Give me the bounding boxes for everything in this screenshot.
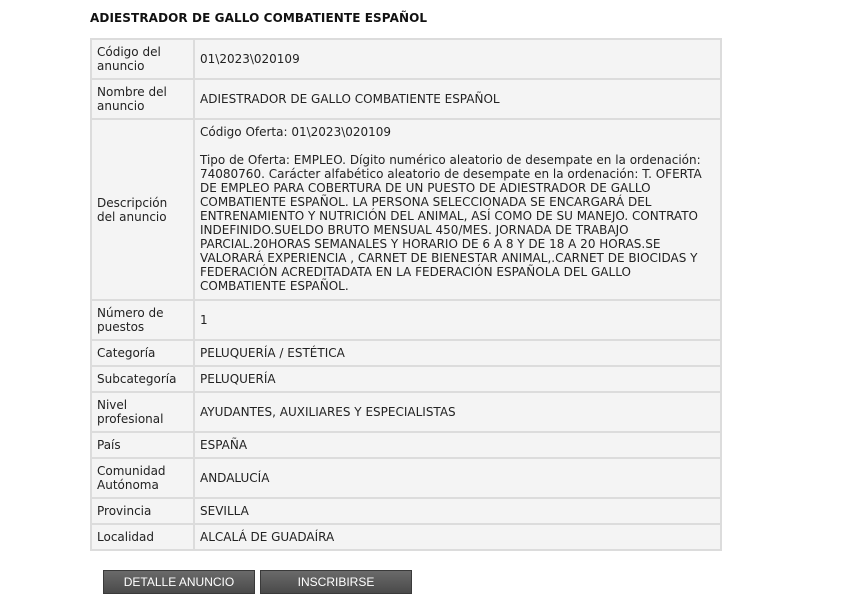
detail-row-nivel — [91, 392, 721, 432]
detail-value: ESPAÑA — [194, 432, 721, 458]
detail-row-subcategoria — [91, 366, 721, 392]
detail-label: Descripción del anuncio — [91, 119, 194, 300]
detail-value: 1 — [194, 300, 721, 340]
detail-row-comunidad — [91, 458, 721, 498]
detail-value: PELUQUERÍA — [194, 366, 721, 392]
detail-value: 01\2023\020109 — [194, 39, 721, 79]
detail-label: Número de puestos — [91, 300, 194, 340]
detail-value: ADIESTRADOR DE GALLO COMBATIENTE ESPAÑOL — [194, 79, 721, 119]
detail-value: Código Oferta: 01\2023\020109 Tipo de Oferta: EMPLEO. Dígito numérico aleatorio de desempate en la ordenación: 74080760. Carácter alfabético aleatorio de desempate en la ordenación: T. OFERTA DE EMPLEO PARA COBERTURA DE UN PUESTO DE ADIESTRADOR DE GALLO COMBATIENTE ESPAÑOL. LA PERSONA SELECCIONADA SE ENCARGARÁ DEL ENTRENAMIENTO Y NUTRICIÓN DEL ANIMAL, ASÍ COMO DE SU MANEJO. CONTRATO INDEFINIDO.SUELDO BRUTO MENSUAL 450/MES. JORNADA DE TRABAJO PARCIAL.20HORAS SEMANALES Y HORARIO DE 6 A 8 Y DE 18 A 20 HORAS.SE VALORARÁ EXPERIENCIA , CARNET DE BIENESTAR ANIMAL,.CARNET DE BIOCIDAS Y FEDERACIÓN ACREDITADATA EN LA FEDERACIÓN ESPAÑOLA DEL GALLO COMBATIENTE ESPAÑOL. — [194, 119, 721, 300]
detail-row-localidad — [91, 524, 721, 550]
detail-row-codigo — [91, 39, 721, 79]
detalle-anuncio-button[interactable]: DETALLE ANUNCIO — [103, 570, 255, 594]
detail-label: Categoría — [91, 340, 194, 366]
detail-label: Nivel profesional — [91, 392, 194, 432]
detail-value: AYUDANTES, AUXILIARES Y ESPECIALISTAS — [194, 392, 721, 432]
detail-value: SEVILLA — [194, 498, 721, 524]
page-title: ADIESTRADOR DE GALLO COMBATIENTE ESPAÑOL — [90, 11, 428, 25]
detail-label: Provincia — [91, 498, 194, 524]
detail-row-categoria — [91, 340, 721, 366]
detail-label: Comunidad Autónoma — [91, 458, 194, 498]
detail-value: ALCALÁ DE GUADAÍRA — [194, 524, 721, 550]
detail-row-descripcion — [91, 119, 721, 300]
detail-row-nombre — [91, 79, 721, 119]
detail-label: Código del anuncio — [91, 39, 194, 79]
detail-row-pais — [91, 432, 721, 458]
detail-label: Localidad — [91, 524, 194, 550]
detail-label: País — [91, 432, 194, 458]
job-details-table — [90, 38, 722, 551]
detail-row-puestos — [91, 300, 721, 340]
detail-label: Subcategoría — [91, 366, 194, 392]
detail-row-provincia — [91, 498, 721, 524]
detail-value: PELUQUERÍA / ESTÉTICA — [194, 340, 721, 366]
detail-value: ANDALUCÍA — [194, 458, 721, 498]
inscribirse-button[interactable]: INSCRIBIRSE — [260, 570, 412, 594]
action-buttons — [103, 570, 412, 594]
detail-label: Nombre del anuncio — [91, 79, 194, 119]
